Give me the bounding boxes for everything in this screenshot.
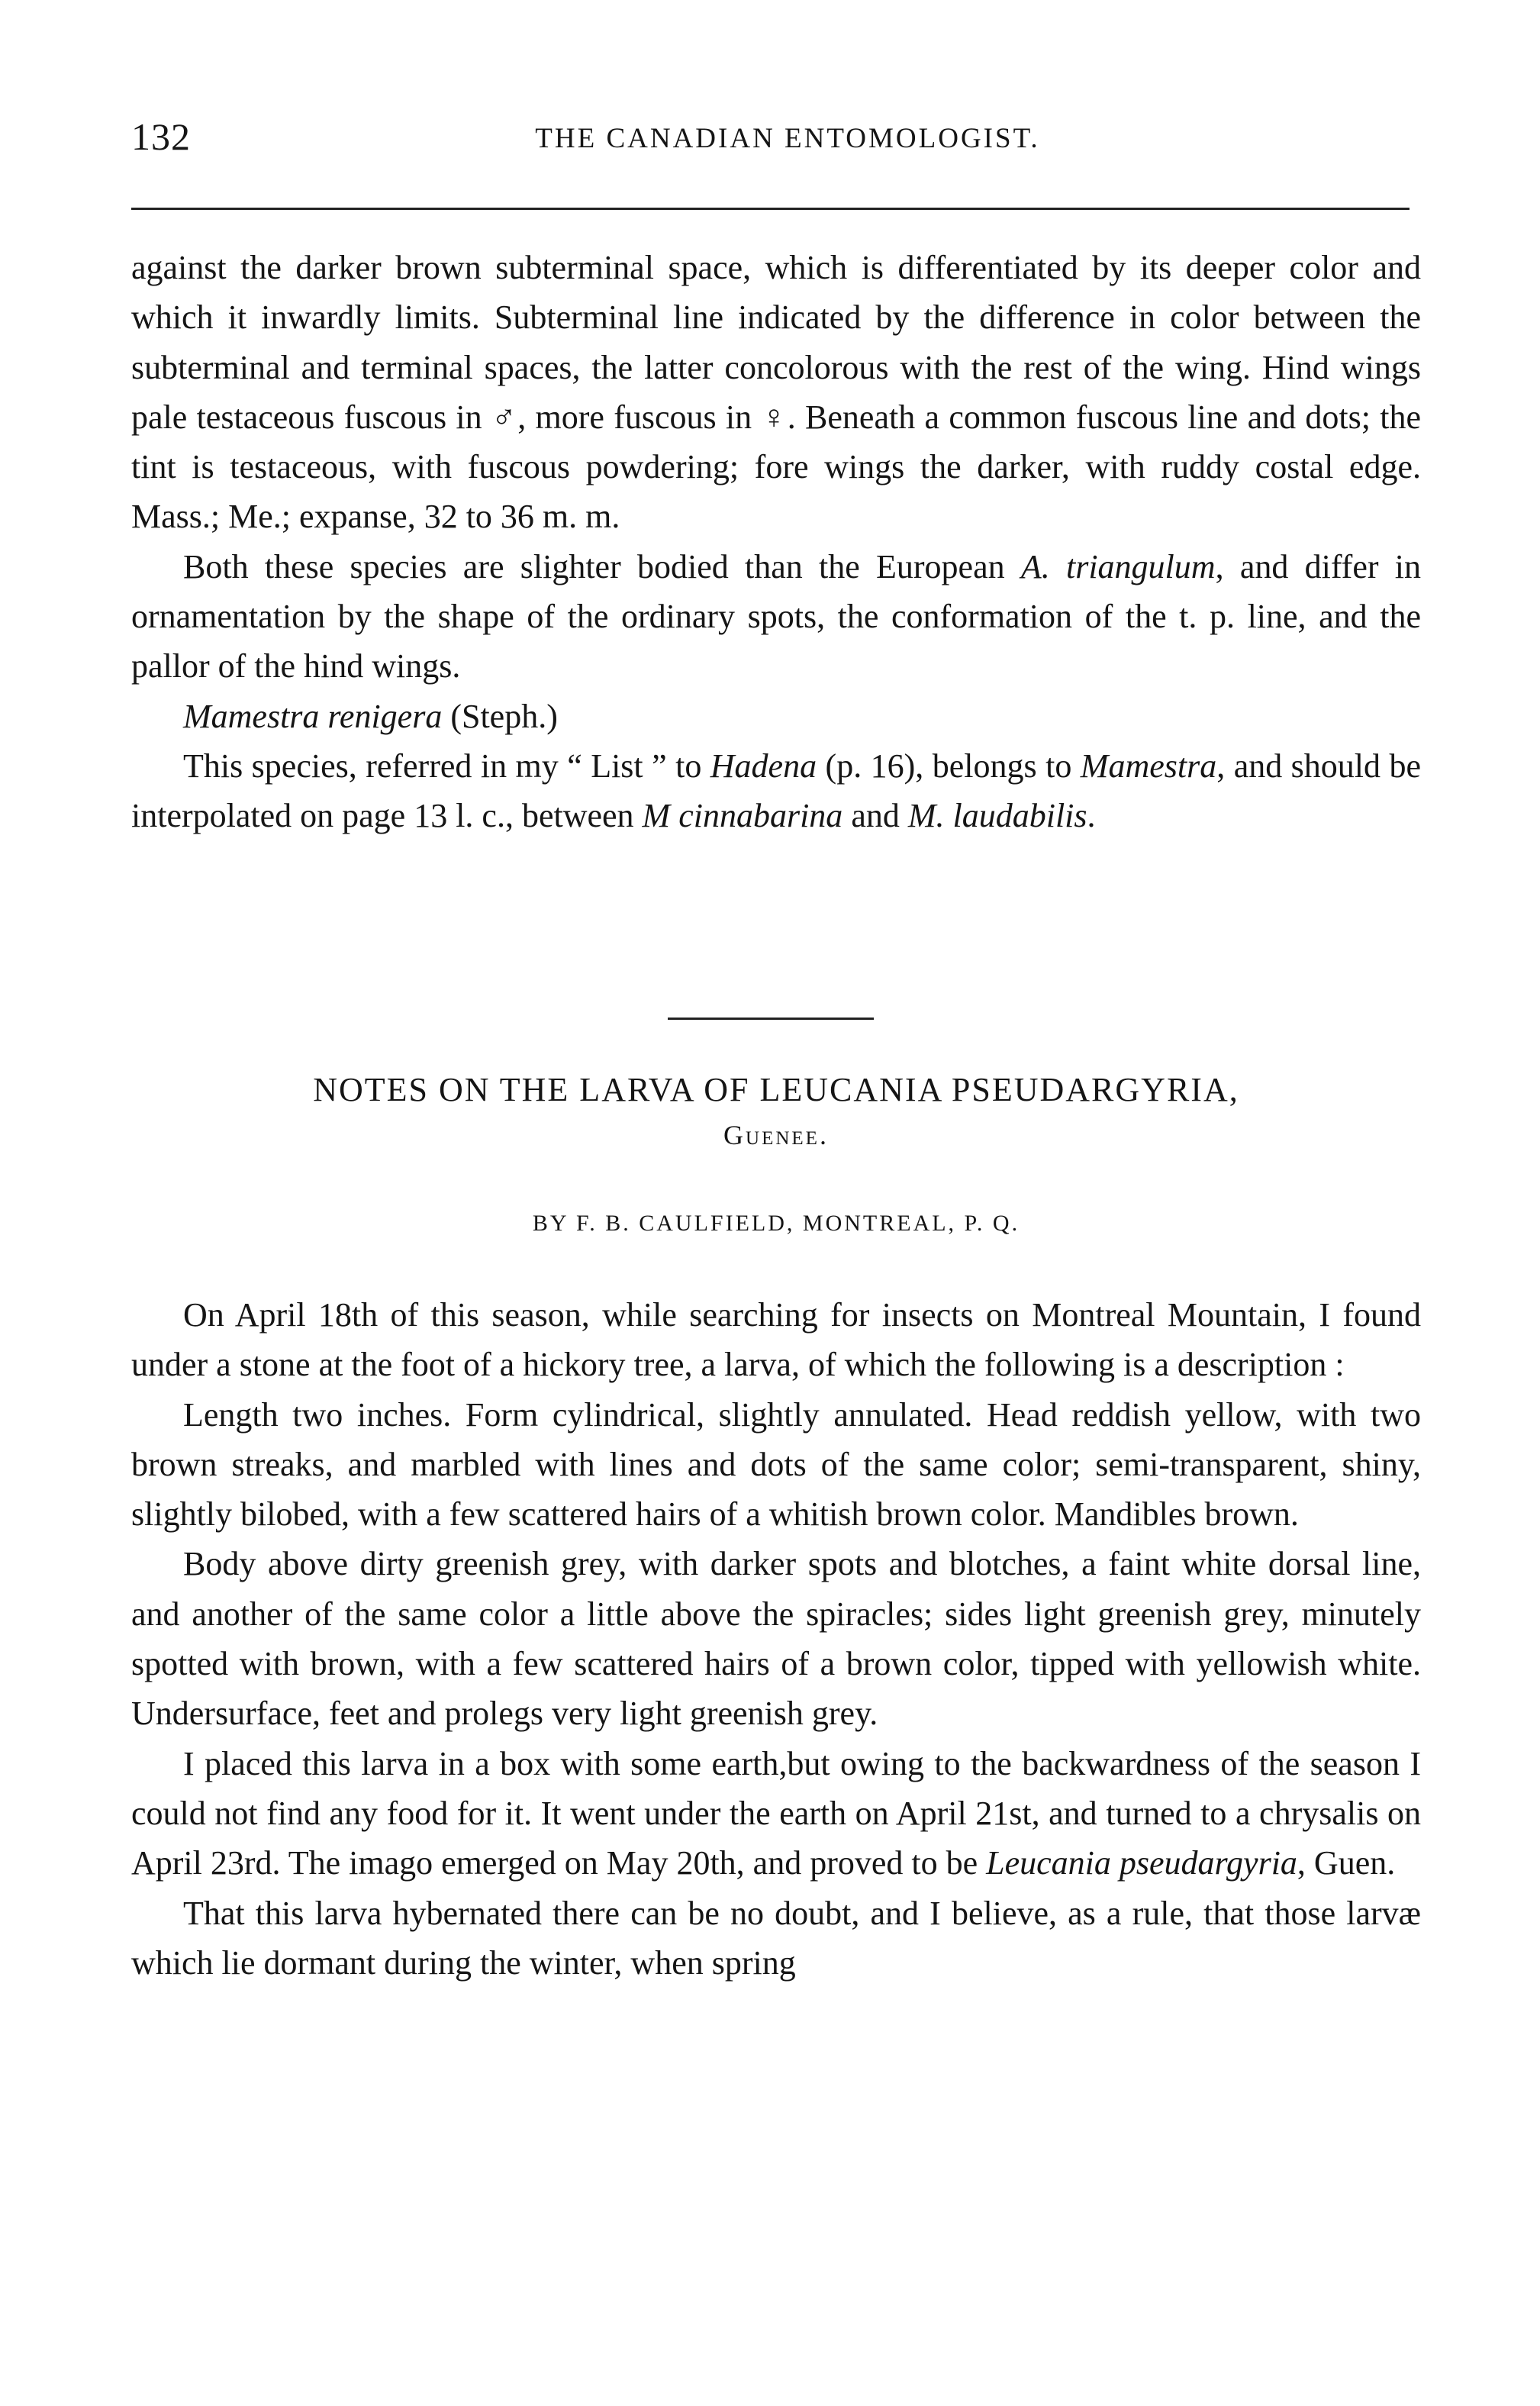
article-subtitle: Guenee. [723, 1120, 829, 1150]
genus-name: Mamestra [1080, 747, 1217, 785]
species-name: Mamestra renigera [183, 697, 443, 735]
continuation-paragraph-2: Both these species are slighter bodied than the European A. triangulum, and differ in ornamentation by the shape of the ordinary spots, the conformation of the t. p. line, and the pallor of the hind wings. [131, 547, 1421, 685]
page-number: 132 [131, 115, 191, 158]
article-paragraph-3: Body above dirty greenish grey, with darker spots and blotches, a faint white dorsal line, and another of the same color a little above the spiracles; sides light greenish grey, minutely spotted with brown, with a few scattered hairs of a brown color, tipped with yellowish white. Undersurface, feet and prolegs very light greenish grey. [131, 1545, 1421, 1733]
article-paragraph-1: On April 18th of this season, while searching for insects on Montreal Mountain, I found under a stone at the foot of a hickory tree, a larva, of which the following is a description : [131, 1296, 1421, 1384]
genus-name: Hadena [710, 747, 817, 785]
male-symbol: ♂ [491, 398, 518, 436]
section-divider [668, 1018, 874, 1020]
header-rule [131, 208, 1410, 210]
running-head [131, 114, 1413, 176]
continuation-paragraph-1: against the darker brown subterminal space, which is differentiated by its deeper color and which it inwardly limits. Subterminal line indicated by the difference in color between the subterminal and terminal spaces, the latter concolorous with the rest of the wing. Hind wings pale testaceous fuscous in ♂, more fuscous in ♀. Beneath a common fuscous line and dots; the tint is testaceous, with fuscous powdering; fore wings the darker, with ruddy costal edge. Mass.; Me.; expanse, 32 to 36 m. m. [131, 249, 1422, 536]
journal-title: THE CANADIAN ENTOMOLOGIST. [535, 123, 1040, 154]
article-paragraph-4: I placed this larva in a box with some earth,but owing to the backwardness of the season I could not find any food for it. It went under the earth on April 21st, and turned to a chrysalis on April 23rd. The imago emerged on May 20th, and proved to be Leucania pseudargyria, Guen. [131, 1744, 1421, 1882]
species-name: M. laudabilis [907, 797, 1087, 835]
article-paragraph-2: Length two inches. Form cylindrical, slightly annulated. Head reddish yellow, with two brown streaks, and marbled with lines and dots of the same color; semi-transparent, shiny, slightly bilobed, with a few scattered hairs of a whitish brown color. Mandibles brown. [131, 1395, 1421, 1534]
species-name: A. triangulum [1020, 547, 1216, 585]
byline: BY F. B. CAULFIELD, MONTREAL, P. Q. [532, 1211, 1020, 1236]
continuation-text [131, 243, 1421, 841]
continuation-paragraph-4: This species, referred in my “ List ” to Hadena (p. 16), belongs to Mamestra, and should be interpolated on page 13 l. c., between M cinnabarina and M. laudabilis. [131, 747, 1422, 835]
article-title: NOTES ON THE LARVA OF LEUCANIA PSEUDARGYRIA, [313, 1071, 1239, 1108]
article-paragraph-5: That this larva hybernated there can be no doubt, and I believe, as a rule, that those larvæ which lie dormant during the winter, when spring [131, 1894, 1421, 1982]
species-heading: Mamestra renigera (Steph.) [183, 697, 558, 735]
article-body [131, 1290, 1421, 1988]
species-name: M cinnabarina [642, 797, 843, 835]
species-name: Leucania pseudargyria [986, 1844, 1297, 1882]
female-symbol: ♀ [761, 398, 788, 436]
